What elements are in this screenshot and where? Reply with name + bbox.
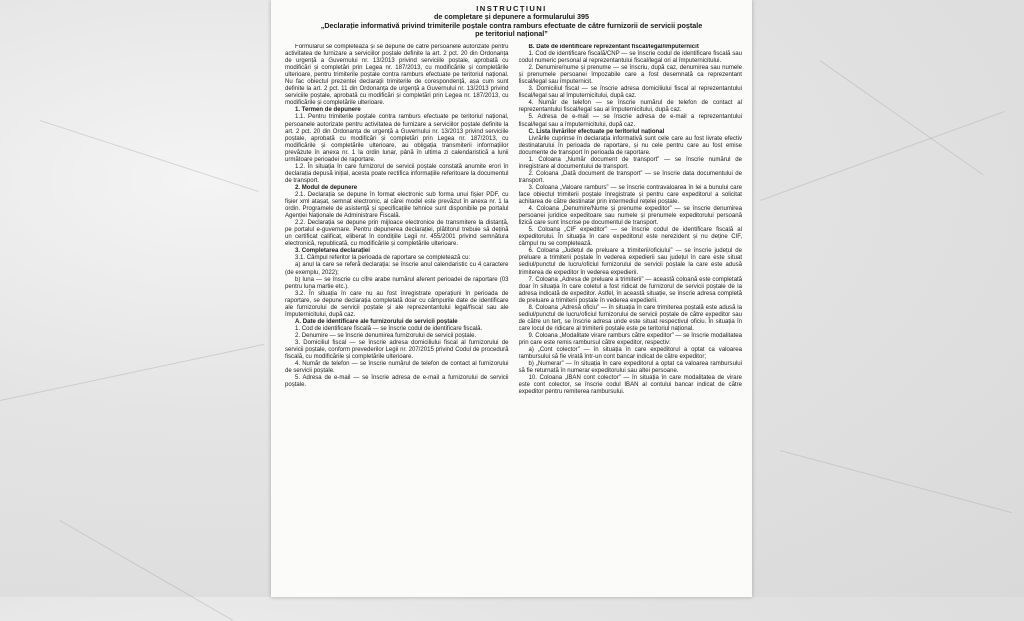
paragraph: b) luna — se înscrie cu cifre arabe numărul aferent perioadei de raportare (03 pentru luna martie etc.). (285, 276, 509, 290)
paragraph: 4. Număr de telefon — se înscrie numărul de telefon de contact al furnizorului de servicii poștale. (285, 361, 509, 375)
paragraph: 5. Adresa de e-mail — se înscrie adresa de e-mail a reprezentantului fiscal/legal sau a împuternicitului, după caz. (518, 114, 742, 128)
document-page (271, 0, 752, 597)
paragraph: 10. Coloana „IBAN cont colector” — în situația în care modalitatea de virare este cont colector, se înscrie codul IBAN al contului bancar indicat de către expeditor pentru remiterea rambursului. (518, 375, 742, 396)
paragraph: 7. Coloana „Adresa de preluare a trimiterii” — această coloană este completată doar în situația în care coletul a fost ridicat de furnizorul de servicii poștale de la adresa indicată de expeditor. Astfel, în această situație, se înscrie adresa completă de preluare a trimiterii poștale în vederea expedierii. (518, 276, 742, 304)
paragraph: Formularul se completează și se depune de către persoanele autorizate pentru activitatea de furnizare a serviciilor poștale definite la art. 2 pct. 20 din Ordonanța de urgență a Guvernului nr. 13/2013 privind serviciile poștale, aprobată cu modificări și completări prin Legea nr. 187/2013, cu modificările și completările ulterioare, pentru trimiterile poștale contra ramburs efectuate pe teritoriul național. Nu fac obiectul prezentei declarații trimiterile de corespondență, așa cum sunt definite la art. 2 pct. 11 din Ordonanța de urgență a Guvernului nr. 13/2013 privind serviciile poștale, aprobată cu modificări și completări prin Legea nr. 187/2013, cu modificările și completările ulterioare. (285, 44, 509, 107)
paragraph: 1.2. În situația în care furnizorul de servicii poștale constată anumite erori în declarația depusă inițial, acesta poate rectifica informațiile referitoare la documentul de transport. (285, 163, 509, 184)
paragraph: 5. Adresa de e-mail — se înscrie adresa de e-mail a furnizorului de servicii poștale. (285, 375, 509, 389)
paragraph: 4. Număr de telefon — se înscrie numărul de telefon de contact al reprezentantului fiscal/legal sau al împuternicitului, după caz. (518, 100, 742, 114)
paragraph: 2.1. Declarația se depune în format electronic sub forma unui fișier PDF, cu fișier xml atașat, semnat electronic, al cărei model este prevăzut în anexa nr. 1 la ordin. Programele de asistență și specificațiile tehnice sunt disponibile pe portalul Agenției Naționale de Administrare Fiscală. (285, 191, 509, 220)
left-column (285, 44, 509, 597)
paragraph: 2.2. Declarația se depune prin mijloace electronice de transmitere la distanță, pe portalul e-guvernare. Pentru depunerea declarației, plătitorul trebuie să dețină un certificat calificat, eliberat în condițiile Legii nr. 455/2001 privind semnătura electronică, republicată, cu modificările și completările ulterioare. (285, 220, 509, 248)
section-heading: C. Lista livrărilor efectuate pe teritoriul național (528, 128, 665, 135)
document-header (271, 0, 752, 38)
document-body (285, 44, 742, 597)
section-heading: A. Date de identificare ale furnizorului de servicii poștale (295, 318, 458, 325)
paragraph: 4. Coloana „Denumire/Nume și prenume expeditor” — se înscrie denumirea persoanei juridice expeditoare sau numele și prenumele expeditorului persoană fizică care sunt înscrise pe documentul de transport. (518, 206, 742, 227)
paragraph: 8. Coloana „Adresă oficiu” — în situația în care trimiterea poștală este adusă la sediul/punctul de lucru/oficiul furnizorului de servicii poștale de către expeditor sau de către un terț, se înscrie adresa unde este situat respectivul oficiu. În situația în care locul de ridicare al trimiterii poștale este pe teritoriul național. (518, 304, 742, 332)
paragraph: 1. Cod de identificare fiscală/CNP — se înscrie codul de identificare fiscală sau codul numeric personal al reprezentantului fiscal/legal ori al împuternicitului. (518, 51, 742, 65)
paragraph: 9. Coloana „Modalitate virare ramburs către expeditor” — se înscrie modalitatea prin care este remis rambursul către expeditor, respectiv: (518, 332, 742, 346)
paragraph: b) „Numerar” — în situația în care expeditorul a optat ca valoarea rambursului să fie returnată în numerar expeditorului sau altei persoane. (518, 361, 742, 375)
paragraph: 1.1. Pentru trimiterile poștale contra ramburs efectuate pe teritoriul național, persoanele autorizate pentru activitatea de furnizare a serviciilor poștale definite la art. 2 pct. 20 din Ordonanța de urgență a Guvernului nr. 13/2013 privind serviciile poștale, aprobată cu modificări și completări prin Legea nr. 187/2013, cu modificările și completările ulterioare, au obligația transmiterii informațiilor prevăzute în anexa nr. 1 la ordin lunar, până în ultima zi calendaristică a lunii următoare perioadei de raportare. (285, 114, 509, 163)
document-subtitle-1: de completare și depunere a formularului 395 (434, 12, 589, 22)
right-column (519, 44, 743, 597)
section-heading: 1. Termen de depunere (295, 107, 361, 114)
document-subtitle-2: „Declarație informativă privind trimiterile poștale contra ramburs efectuate de către furnizorii de servicii poștale (320, 20, 703, 30)
document-title: INSTRUCȚIUNI (476, 4, 547, 13)
paragraph: 1. Cod de identificare fiscală — se înscrie codul de identificare fiscală. (295, 325, 483, 332)
paragraph: 3. Domiciliul fiscal — se înscrie adresa domiciliului fiscal al furnizorului de servicii poștale, conform prevederilor Legii nr. 207/2015 privind Codul de procedură fiscală, cu modificările și completările ulterioare. (285, 339, 509, 361)
section-heading: B. Date de identificare reprezentant fiscal/legal/împuternicit (528, 44, 699, 50)
paragraph: 1. Coloana „Număr document de transport” — se înscrie numărul de înregistrare al documentului de transport. (518, 156, 742, 170)
document-subtitle-3: pe teritoriul național” (475, 28, 548, 38)
paragraph: 6. Coloana „Județul de preluare a trimiterii/oficiului” — se înscrie județul de preluare a trimiterii poștale în vederea expedierii sau județul în care este situat sediul/punctul de lucru/oficiul furnizorului de servicii poștale la care este adusă trimiterea de expeditor în vederea expedierii. (518, 248, 742, 276)
section-heading: 3. Completarea declarației (295, 248, 370, 255)
paragraph: 3. Coloana „Valoare ramburs” — se înscrie contravaloarea în lei a bunului care face obiectul trimiterii poștale înregistrate și pentru care expeditorul a solicitat achitarea de către destinatar prin intermediul rețelei poștale. (518, 184, 742, 206)
paragraph: 3.2. În situația în care nu au fost înregistrate operațiuni în perioada de raportare, se depune declarația completată doar cu câmpurile date de identificare ale furnizorului de servicii poștale și ale reprezentantului legal/fiscal sau ale împuternicitului, după caz. (285, 290, 509, 318)
section-heading: 2. Modul de depunere (295, 184, 358, 191)
paragraph: 3.1. Câmpul referitor la perioada de raportare se completează cu: (295, 255, 471, 262)
paragraph: 5. Coloana „CIF expeditor” — se înscrie codul de identificare fiscală al expeditorului. În situația în care expeditorul este nerezident și nu deține CIF, câmpul nu se completează. (518, 227, 742, 248)
paragraph: a) „Cont colector” — în situația în care expeditorul a optat ca valoarea rambursului să fie virată într-un cont bancar indicat de către expeditor; (518, 347, 742, 361)
paragraph: a) anul la care se referă declarația: se înscrie anul calendaristic cu 4 caractere (de exemplu, 2022); (285, 262, 509, 276)
paragraph: 2. Coloana „Dată document de transport” — se înscrie data documentului de transport. (518, 170, 742, 184)
paragraph: 2. Denumire — se înscrie denumirea furnizorului de servicii poștale. (295, 332, 477, 339)
paragraph: 3. Domiciliul fiscal — se înscrie adresa domiciliului fiscal al reprezentantului fiscal/legal sau al împuternicitului, după caz. (518, 86, 742, 100)
paragraph: 2. Denumire/nume și prenume — se înscriu, după caz, denumirea sau numele și prenumele persoanei împozabile care a fost desemnată ca reprezentant fiscal/legal sau împuternicit. (518, 65, 742, 86)
paragraph: Livrările cuprinse în declarația informativă sunt cele care au fost livrate efectiv destinatarului în perioada de raportare, și nu cele pentru care au fost emise documente de transport în perioada de raportare. (518, 135, 742, 156)
